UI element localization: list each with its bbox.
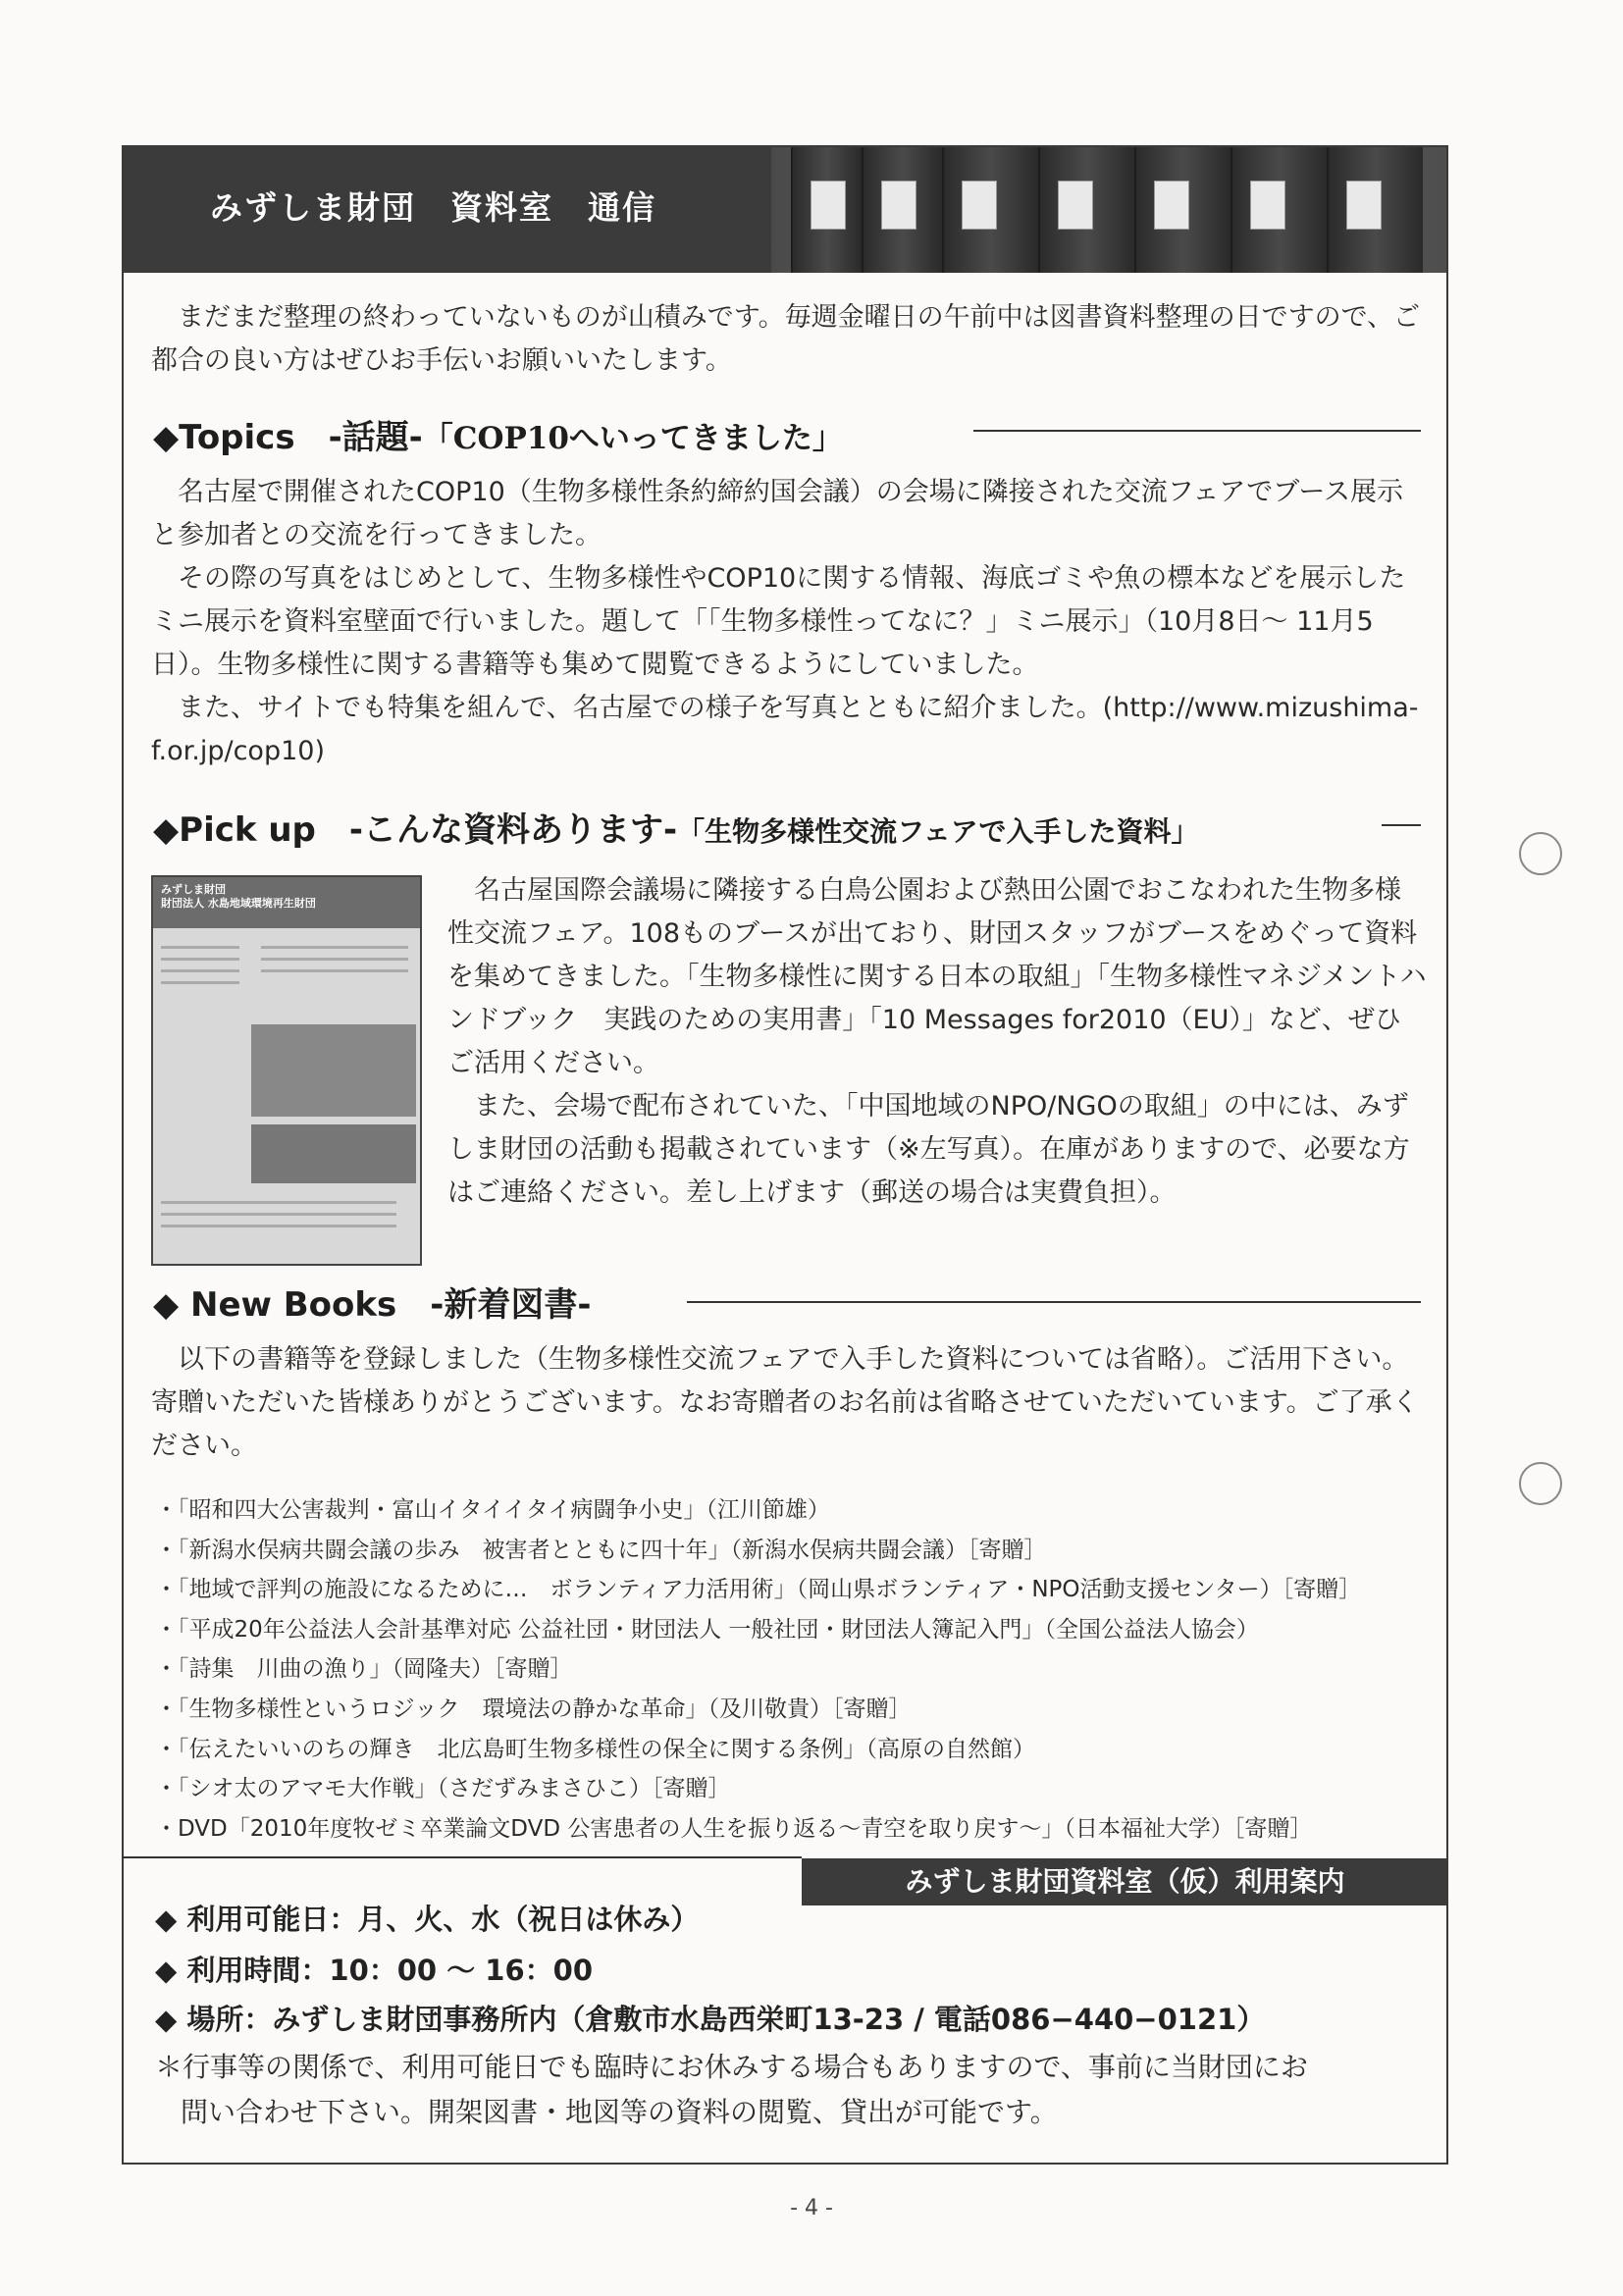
topics-body: 名古屋で開催されたCOP10（生物多様性条約締約国会議）の会場に隣接された交流フェアでブース展示と参加者との交流を行ってきました。 その際の写真をはじめとして、生物多様性やCOP10に関する情報、海底ゴミや魚の標本などを展示したミニ展示を資料室壁面で行いました。題して「「生物多様性ってなに？」ミニ展示」（10月8日〜 11月5日）。生物多様性に関する書籍等も集めて閲覧できるようにしていました。 また、サイトでも特集を組んで、名古屋での様子を写真とともに紹介ました。(http://www.mizushima-f.or.jp/cop10) <box>151 477 1419 766</box>
info-hours: ◆ 利用時間：10：00 〜 16：00 <box>155 1954 594 1987</box>
pickup-heading: ◆Pick up -こんな資料あります-「生物多様性交流フェアで入手した資料」 <box>153 810 1199 850</box>
binders-photo <box>771 147 1446 273</box>
brochure-thumbnail: みずしま財団 財団法人 水島地域環境再生財団 <box>151 875 422 1266</box>
intro-text: まだまだ整理の終わっていないものが山積みです。毎週金曜日の午前中は図書資料整理の日ですので、ご都合の良い方はぜひお手伝いお願いいたします。 <box>151 302 1421 376</box>
list-item: ・「昭和四大公害裁判・富山イタイイタイ病闘争小史」（江川節雄） <box>155 1497 830 1523</box>
topics-heading: ◆Topics -話題-「COP10へいってきました」 <box>153 418 843 457</box>
info-title-bar: みずしま財団資料室（仮）利用案内 <box>802 1858 1448 1905</box>
topics-rule <box>973 430 1421 432</box>
book-list <box>155 1491 1421 1850</box>
info-note: ＊行事等の関係で、利用可能日でも臨時にお休みする場合もありますので、事前に当財団にお 問い合わせ下さい。開架図書・地図等の資料の閲覧、貸出が可能です。 <box>155 2051 1308 2128</box>
newbooks-rule <box>687 1301 1421 1303</box>
list-item: ・「新潟水俣病共闘会議の歩み 被害者とともに四十年」（新潟水俣病共闘会議）［寄贈］ <box>155 1537 1047 1563</box>
newbooks-heading: ◆ New Books -新着図書- <box>153 1285 592 1325</box>
pickup-body: 名古屋国際会議場に隣接する白鳥公園および熱田公園でおこなわれた生物多様性交流フェア。108ものブースが出ており、財団スタッフがブースをめぐって資料を集めてきました。「生物多様性に関する日本の取組」「生物多様性マネジメントハンドブック 実践のための実用書」「10 Messages for2010（EU）」など、ぜひご活用ください。 また、会場で配布されていた、「中国地域のNPO/NGOの取組」の中には、みずしま財団の活動も掲載されています（※左写真）。在庫がありますので、必要な方はご連絡ください。差し上げます（郵送の場合は実費負担）。 <box>447 875 1427 1208</box>
list-item: ・「伝えたいいのちの輝き 北広島町生物多様性の保全に関する条例」（高原の自然館） <box>155 1736 1035 1762</box>
list-item: ・「詩集 川曲の漁り」（岡隆夫）［寄贈］ <box>155 1656 573 1683</box>
info-days: ◆ 利用可能日：月、火、水（祝日は休み） <box>155 1903 700 1936</box>
punch-hole <box>1519 1462 1562 1505</box>
list-item: ・「生物多様性というロジック 環境法の静かな革命」（及川敬貴）［寄贈］ <box>155 1696 912 1722</box>
punch-hole <box>1519 832 1562 875</box>
page-number: - 4 - <box>790 2196 833 2220</box>
header-banner <box>124 147 1446 273</box>
list-item: ・「平成20年公益法人会計基準対応 公益社団・財団法人 一般社団・財団法人簿記入門」（全国公益法人協会） <box>155 1616 1259 1643</box>
newbooks-body: 以下の書籍等を登録しました（生物多様性交流フェアで入手した資料については省略）。ご活用下さい。寄贈いただいた皆様ありがとうございます。なお寄贈者のお名前は省略させていただいています。ご了承ください。 <box>151 1344 1419 1461</box>
list-item: ・「地域で評判の施設になるために… ボランティア力活用術」（岡山県ボランティア・NPO活動支援センター）［寄贈］ <box>155 1577 1362 1603</box>
header-title: みずしま財団 資料室 通信 <box>210 188 656 227</box>
info-divider <box>122 1856 802 1858</box>
list-item: ・「シオ太のアマモ大作戦」（さだずみまさひこ）［寄贈］ <box>155 1776 731 1802</box>
pickup-rule <box>1382 824 1421 826</box>
list-item: ・DVD「2010年度牧ゼミ卒業論文DVD 公害患者の人生を振り返る〜青空を取り戻す〜」（日本福祉大学）［寄贈］ <box>155 1815 1313 1842</box>
info-place: ◆ 場所：みずしま財団事務所内（倉敷市水島西栄町13-23 / 電話086−440−0121） <box>155 2003 1266 2036</box>
